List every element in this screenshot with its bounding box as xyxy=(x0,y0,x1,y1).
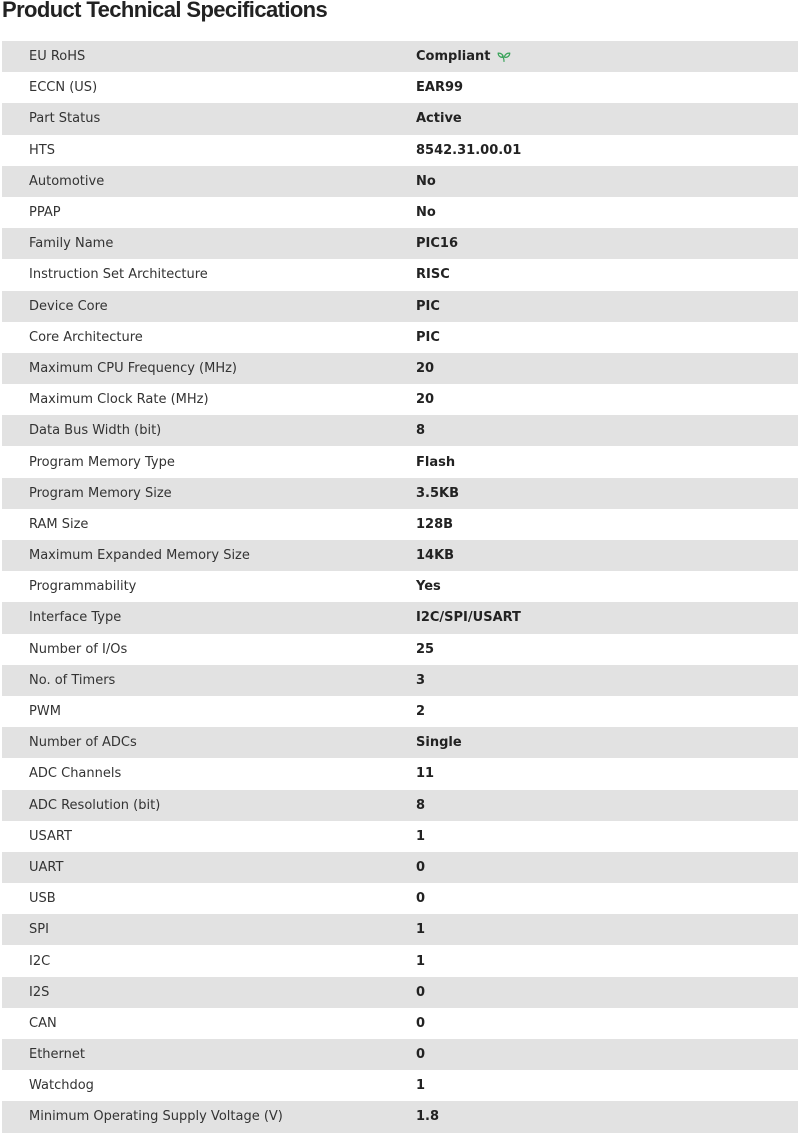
spec-value xyxy=(416,1109,798,1124)
spec-value-text: 3.5KB xyxy=(416,485,460,501)
spec-row xyxy=(2,883,798,914)
spec-label: Maximum Expanded Memory Size xyxy=(29,548,250,564)
spec-label: Device Core xyxy=(29,298,108,314)
spec-value-text: 1.8 xyxy=(416,1109,440,1125)
spec-row xyxy=(2,790,798,821)
spec-row xyxy=(2,509,798,540)
spec-value-text: 1 xyxy=(416,828,426,844)
spec-label: ECCN (US) xyxy=(29,80,98,96)
spec-value xyxy=(416,361,798,376)
spec-value xyxy=(416,486,798,501)
page-title: Product Technical Specifications xyxy=(2,0,328,22)
spec-value xyxy=(416,860,798,875)
spec-value-text: 3 xyxy=(416,672,426,688)
spec-label: Ethernet xyxy=(29,1047,85,1063)
spec-value-text: 11 xyxy=(416,766,435,782)
spec-label: Automotive xyxy=(29,173,105,189)
spec-label: I2S xyxy=(29,984,50,1000)
spec-value xyxy=(416,985,798,1000)
spec-value xyxy=(416,642,798,657)
spec-label: Program Memory Size xyxy=(29,485,172,501)
spec-label: PWM xyxy=(29,704,61,720)
spec-value-text: Single xyxy=(416,735,462,751)
spec-row xyxy=(2,72,798,103)
spec-value-text: PIC xyxy=(416,298,440,314)
spec-value-text: Yes xyxy=(416,579,441,595)
spec-value xyxy=(416,579,798,594)
spec-value xyxy=(416,922,798,937)
spec-label: Instruction Set Architecture xyxy=(29,267,208,283)
spec-row xyxy=(2,197,798,228)
spec-value-text: 1 xyxy=(416,953,426,969)
spec-row xyxy=(2,478,798,509)
leaf-icon xyxy=(497,50,511,64)
spec-row xyxy=(2,602,798,633)
spec-value-text: 0 xyxy=(416,984,426,1000)
spec-row xyxy=(2,914,798,945)
spec-label: Core Architecture xyxy=(29,329,143,345)
spec-label: Maximum Clock Rate (MHz) xyxy=(29,392,209,408)
spec-value xyxy=(416,829,798,844)
spec-value-text: 20 xyxy=(416,392,435,408)
spec-label: Interface Type xyxy=(29,610,122,626)
spec-label: I2C xyxy=(29,953,51,969)
spec-value-text: 8 xyxy=(416,797,426,813)
spec-value-text: 0 xyxy=(416,859,426,875)
spec-label: Minimum Operating Supply Voltage (V) xyxy=(29,1109,283,1125)
spec-value xyxy=(416,267,798,282)
spec-value-text: 1 xyxy=(416,1078,426,1094)
spec-value-text: 0 xyxy=(416,1015,426,1031)
spec-label: Watchdog xyxy=(29,1078,94,1094)
spec-value-text: 0 xyxy=(416,1047,426,1063)
spec-value-text: 8 xyxy=(416,423,426,439)
spec-label: Part Status xyxy=(29,111,101,127)
spec-value xyxy=(416,766,798,781)
spec-row xyxy=(2,758,798,789)
spec-value-text: 20 xyxy=(416,360,435,376)
spec-row xyxy=(2,945,798,976)
spec-value xyxy=(416,455,798,470)
spec-label: USB xyxy=(29,891,56,907)
spec-label: EU RoHS xyxy=(29,49,86,65)
spec-table xyxy=(2,41,798,1133)
spec-label: Data Bus Width (bit) xyxy=(29,423,162,439)
spec-row xyxy=(2,415,798,446)
spec-row xyxy=(2,135,798,166)
spec-row xyxy=(2,977,798,1008)
spec-value-text: 0 xyxy=(416,891,426,907)
spec-value-text: PIC16 xyxy=(416,236,458,252)
spec-label: HTS xyxy=(29,142,55,158)
spec-label: UART xyxy=(29,859,64,875)
spec-value-text: 14KB xyxy=(416,548,455,564)
spec-value xyxy=(416,735,798,750)
spec-label: ADC Channels xyxy=(29,766,122,782)
spec-row xyxy=(2,103,798,134)
spec-label: Programmability xyxy=(29,579,137,595)
spec-row xyxy=(2,571,798,602)
spec-label: USART xyxy=(29,828,72,844)
spec-value xyxy=(416,205,798,220)
spec-label: Number of ADCs xyxy=(29,735,137,751)
spec-row xyxy=(2,41,798,72)
spec-value-text: Flash xyxy=(416,454,456,470)
spec-label: PPAP xyxy=(29,205,61,221)
spec-value xyxy=(416,548,798,563)
spec-label: SPI xyxy=(29,922,49,938)
spec-label: Family Name xyxy=(29,236,114,252)
spec-row xyxy=(2,384,798,415)
spec-value xyxy=(416,1047,798,1062)
spec-value xyxy=(416,891,798,906)
spec-row xyxy=(2,1070,798,1101)
spec-value-text: RISC xyxy=(416,267,450,283)
spec-label: CAN xyxy=(29,1015,57,1031)
spec-value-text: 1 xyxy=(416,922,426,938)
spec-value xyxy=(416,236,798,251)
spec-row xyxy=(2,665,798,696)
spec-value-text: No xyxy=(416,205,436,221)
spec-value xyxy=(416,299,798,314)
spec-row xyxy=(2,446,798,477)
spec-value-text: 128B xyxy=(416,516,454,532)
spec-label: ADC Resolution (bit) xyxy=(29,797,161,813)
spec-value xyxy=(416,423,798,438)
spec-value xyxy=(416,49,798,64)
spec-value xyxy=(416,704,798,719)
spec-row xyxy=(2,259,798,290)
spec-row xyxy=(2,228,798,259)
spec-value-text: I2C/SPI/USART xyxy=(416,610,521,626)
spec-label: No. of Timers xyxy=(29,672,116,688)
spec-value-text: Compliant xyxy=(416,49,491,65)
spec-row xyxy=(2,1101,798,1132)
spec-row xyxy=(2,1008,798,1039)
spec-value xyxy=(416,330,798,345)
spec-label: Maximum CPU Frequency (MHz) xyxy=(29,360,237,376)
spec-label: RAM Size xyxy=(29,516,89,532)
spec-row xyxy=(2,634,798,665)
spec-value xyxy=(416,111,798,126)
spec-value-text: Active xyxy=(416,111,462,127)
spec-value xyxy=(416,174,798,189)
spec-value xyxy=(416,610,798,625)
spec-row xyxy=(2,540,798,571)
spec-value xyxy=(416,673,798,688)
spec-label: Program Memory Type xyxy=(29,454,175,470)
spec-label: Number of I/Os xyxy=(29,641,128,657)
spec-value-text: 2 xyxy=(416,704,426,720)
spec-row xyxy=(2,353,798,384)
spec-row xyxy=(2,1039,798,1070)
spec-row xyxy=(2,852,798,883)
spec-value-text: No xyxy=(416,173,436,189)
spec-row xyxy=(2,166,798,197)
spec-value xyxy=(416,954,798,969)
spec-row xyxy=(2,322,798,353)
spec-value-text: 25 xyxy=(416,641,435,657)
spec-row xyxy=(2,291,798,322)
spec-value-text: 8542.31.00.01 xyxy=(416,142,522,158)
spec-row xyxy=(2,821,798,852)
spec-row xyxy=(2,727,798,758)
spec-value-text: PIC xyxy=(416,329,440,345)
spec-value xyxy=(416,80,798,95)
spec-value xyxy=(416,143,798,158)
spec-value xyxy=(416,517,798,532)
spec-value xyxy=(416,798,798,813)
spec-value xyxy=(416,1016,798,1031)
spec-value-text: EAR99 xyxy=(416,80,464,96)
spec-row xyxy=(2,696,798,727)
spec-value xyxy=(416,392,798,407)
spec-value xyxy=(416,1078,798,1093)
